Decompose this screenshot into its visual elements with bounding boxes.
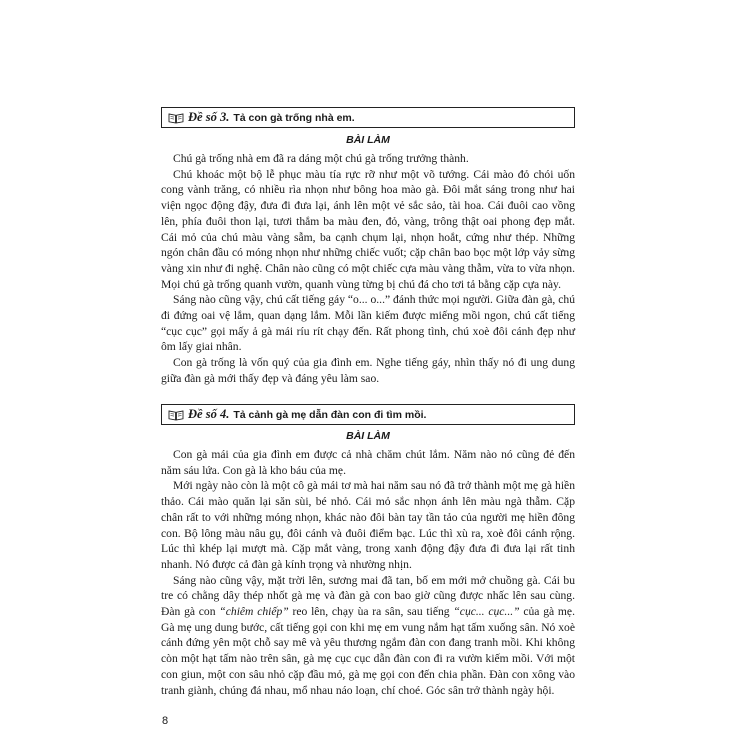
paragraph: Sáng nào cũng vậy, chú cất tiếng gáy “o... o...” đánh thức mọi người. Giữa đàn gà, chú đi đứng oai vệ lắm, quan dạng lắm. Mỗi lần kiếm được miếng mồi ngon, chú cất tiếng “cục cục” gọi mấy ả gà mái ríu rít chạy đến. Rất phong tình, chú xoè đôi cánh đẹp như ôm lấy giai nhân. [161,293,575,354]
exercise-number: Đề số 4. [188,407,230,421]
answer-heading: BÀI LÀM [346,430,390,442]
exercise-topic: Tả con gà trống nhà em. [233,111,355,124]
quoted-sound: “chiêm chiếp” [219,605,289,619]
essay-body-1 [161,151,575,387]
open-book-icon [168,409,184,421]
page-number: 8 [162,715,169,727]
paragraph: Con gà trống là vốn quý của gia đình em. Nghe tiếng gáy, nhìn thấy nó đi ung dung giữa đàn gà mới thấy đẹp và đáng yêu làm sao. [161,356,575,385]
paragraph: Chú gà trống nhà em đã ra dáng một chú gà trống trưởng thành. [173,152,469,165]
quoted-sound: “cục... cục...” [453,605,520,619]
section-3-header [161,107,575,128]
paragraph: Con gà mái của gia đình em được cả nhà chăm chút lắm. Năm nào nó cũng đẻ đến năm sáu lứa. Con gà là kho báu của mẹ. [161,448,575,477]
open-book-icon [168,112,184,124]
text-run: Sáng nào cũng vậy, mặt trời lên, sương mai đã tan, bố em mới mở chuồng gà. Cái bu tre có chằng dây thép nhốt gà mẹ và đàn gà con bao giờ cũng được nhấc lên sau cùng. Đàn gà con [161,573,575,619]
text-run: của gà mẹ. Gà mẹ ung dung bước, cất tiếng gọi con khi mẹ em vung nắm hạt tấm xuống sân. Nó xoè cánh đứng yên một chỗ say mê và yêu thương ngắm đàn con đang tranh mồi. Khi không còn một hạt tấm nào trên sân, gà mẹ cục cục dẫn đàn con đi ra vườn kiếm mồi. Với một con giun, một con sâu nhỏ cặp đầu mỏ, gà mẹ gọi con đến chia phần. Đàn con xông vào tranh giành, chúng đá nhau, mổ nhau náo loạn, chí choé. Góc sân trở thành ngày hội. [161,605,575,697]
paragraph: Chú khoác một bộ lễ phục màu tía rực rỡ như một võ tướng. Cái mào đỏ chói uốn cong vành trăng, có nhiều rìa nhọn như bông hoa mào gà. Đôi mắt sáng trong như hai viện ngọc động đậy, đưa đi đưa lại, ánh lên một vẻ sắc sảo, tài hoa. Cái đuôi cao vồng lên, phía đuôi thon lại, tươi thắm ba màu đen, đỏ, vàng, trông thật oai phong đẹp mắt. Cái mỏ của chú màu vàng sẫm, ba cạnh chụm lại, nhọn hoắt, cứng như thép. Những ngón chân đầu có móng nhọn như những chiếc vuốt; cặp chân bao bọc một lớp vảy sừng vàng xin như đi nghệ. Chân nào cũng có một chiếc cựa màu vàng thẫm, vừa to vừa nhọn. Mọi chú gà trống quanh vườn, quanh vùng từng bị chú đá cho tơi tả bằng cặp cựa này. [161,167,575,291]
paragraph: Mới ngày nào còn là một cô gà mái tơ mà hai năm sau nó đã trở thành một mẹ gà hiền thảo. Cái mào quăn lại săn sùi, bé nhỏ. Cái mỏ sắc nhọn ánh lên màu ngà thẫm. Cặp chân rất to với những móng nhọn, khác nào đôi bàn tay tần tảo của người mẹ hiền đông con. Bộ lông màu nâu gụ, đôi cánh và đuôi điểm bạc. Lúc thì xù ra, xoè đôi cánh rộng. Lúc thì khép lại mượt mà. Cặp mắt vàng, trong xanh động đậy đưa đi đưa lại rất tinh nhanh. Nó được cả đàn gà kính trọng và nhường nhịn. [161,479,575,571]
answer-heading: BÀI LÀM [346,134,390,146]
section-4-header [161,404,575,425]
text-run: reo lên, chạy ùa ra sân, sau tiếng [288,605,454,619]
essay-body-2 [161,447,575,698]
paragraph [161,573,575,699]
exercise-topic: Tả cảnh gà mẹ dẫn đàn con đi tìm mồi. [233,408,427,421]
exercise-number: Đề số 3. [188,110,230,124]
